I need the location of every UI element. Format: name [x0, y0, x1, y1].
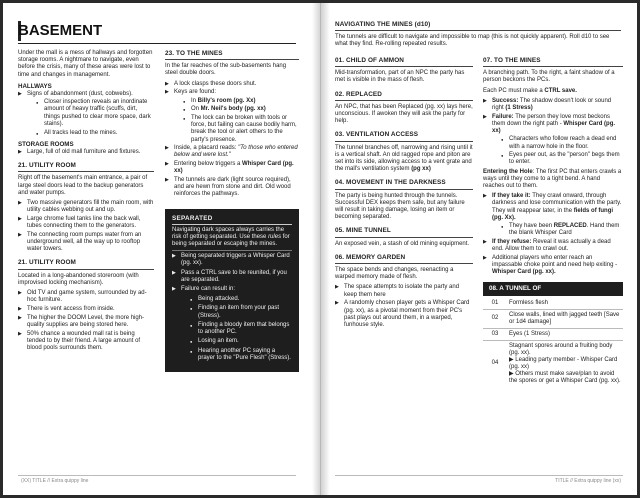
refuse-item [483, 239, 623, 253]
hallways-sub-1: ● Closer inspection reveals an inordinate amount of heavy traffic (scuffs, dirt, things pushed to clear more space, dark stains). [35, 99, 154, 128]
tunnel-table-heading: 08. A TUNNEL OF [483, 282, 623, 295]
to-the-mines-intro: In the far reaches of the sub-basements hang steel double doors. [165, 63, 287, 77]
row-text: Stagnant spores around a fruiting body (pg. xx). ▶ Leading party member - Whisper Card (pg. xx) ▶ Others must make save/plan to avoid the spores or get a Whisper Card (pg. xx). [507, 340, 623, 387]
right-page [321, 3, 637, 495]
utility-2-item: ▶ 50% chance a wounded mall rat is being tended to by their friend. A large amount of blood pools surrounds them. [18, 331, 154, 353]
keys-item [165, 89, 299, 143]
utility-2-item: ▶ There is vent access from inside. [18, 306, 154, 313]
placard-pre: Inside, a placard reads: [174, 145, 239, 152]
utility-room-1-intro: Right off the basement's main entrance, a pair of large steel doors lead to the backup generators and water pumps. [18, 175, 148, 196]
replaced-sub-bold: REPLACED [553, 223, 587, 230]
lock-item: ▶ A lock clasps these doors shut. [165, 81, 299, 88]
separated-item-3-text: Failure can result in: [181, 286, 236, 293]
hallways-heading: HALLWAYS [18, 82, 52, 90]
footer-rule-right [335, 475, 623, 476]
separated-item-1: ▶ Being separated triggers a Whisper Card (pg. xx). [172, 253, 292, 267]
left-page [3, 3, 321, 495]
utility-1-item: ▶ Two massive generators fill the main room, with utility cables webbing out and up. [18, 200, 154, 214]
left-column-2 [165, 50, 299, 372]
memory-garden-text: The space bends and changes, reenacting a warped memory made of flesh. [335, 267, 454, 281]
placard-item [165, 145, 299, 159]
utility-1-item: ▶ Large chrome fuel tanks line the back wall, tubes connecting them to the generators. [18, 216, 154, 230]
success-text: The shadow doesn't look or sound right [492, 97, 612, 112]
storage-heading: STORAGE ROOMS [18, 140, 74, 148]
whisper-pre: Entering below triggers a [174, 161, 243, 168]
table-row [483, 340, 623, 387]
refuse-text: Reveal it was actually a dead end. Allow them to crawl out. [492, 238, 611, 253]
failure-result: ● Finding a bloody item that belongs to another PC. [189, 322, 292, 336]
ventilation-text-body: The tunnel branches off, narrowing and rising until it is a vertical shaft. An old ragged rope and piton are set into its side, allowing access to a vent grate and the mall's ventilation system [335, 144, 473, 173]
failure-sub: ● Characters who follow reach a dead end with a narrow hole in the floor. [500, 136, 623, 150]
footer-rule-left [18, 475, 296, 476]
mine-tunnel-heading: 05. MINE TUNNEL [335, 227, 473, 237]
navigating-intro: The tunnels are difficult to navigate and impossible to map (this is not quickly apparent). Roll d10 to see what they find. Re-rolling repeated results. [335, 34, 610, 48]
to-the-mines-2-heading: 07. TO THE MINES [483, 57, 623, 67]
ventilation-text [335, 145, 473, 174]
to-the-mines-heading: 23. TO THE MINES [165, 50, 299, 60]
additional-players-text: Additional players who enter reach an impassable choke point and need help exiting - [492, 254, 618, 269]
hallways-item [18, 91, 154, 137]
row-text: Close walls, lined with jagged teeth [Save or 1d4 damage] [507, 309, 623, 328]
movement-text: The party is being hunted through the tunnels. Successful DEX keeps them safe, but any failure will result in taking damage, losing an item or becoming separated. [335, 192, 465, 221]
table-row [483, 328, 623, 340]
separated-rule [172, 250, 292, 251]
replaced-text: An NPC, that has been Replaced (pg. xx) lays here, unconscious. If awoken they will ask the party for help. [335, 103, 473, 125]
utility-room-1-heading: 21. UTILITY ROOM [18, 162, 154, 172]
entering-hole [483, 169, 623, 191]
keys-item-text: Keys are found: [174, 89, 217, 96]
separated-item-3 [172, 286, 292, 362]
fungi-ref: fields of fungi (pg. Xx). [492, 207, 614, 221]
book-spread [3, 3, 637, 495]
footer-left: (XX) TITLE // Extra quippy line [21, 477, 89, 484]
keys-sub-3: ● The lock can be broken with tools or force, but failing can cause bodily harm, break the tool or alert others to the party's presence. [182, 115, 299, 144]
ctrl-save-bold: CTRL save. [544, 87, 577, 94]
keys-sub-2 [182, 106, 299, 113]
utility-1-item: ▶ The connecting room pumps water from an underground well, all the way up to rooftop water towers. [18, 232, 154, 254]
keys-sub-1-ref: Billy's room (pg. Xx) [197, 97, 256, 104]
success-item [483, 98, 623, 112]
failure-label: Failure: [492, 113, 514, 120]
page-title: BASEMENT [18, 22, 103, 39]
footer-right: TITLE // Extra quippy line (xx) [555, 477, 621, 484]
navigating-heading: NAVIGATING THE MINES (d10) [335, 21, 621, 31]
ventilation-ref: (pg xx) [411, 166, 431, 173]
failure-sub: ● Eyes peer out, as the "person" begs them to enter. [500, 152, 623, 166]
movement-heading: 04. MOVEMENT IN THE DARKNESS [335, 179, 473, 189]
ctrl-save-line [483, 88, 623, 95]
utility-room-2-heading: 21. UTILITY ROOM [18, 259, 154, 269]
row-number: 02 [483, 309, 507, 328]
failure-result: ● Hearing another PC saying a prayer to the "Pure Flesh" (Stress). [189, 348, 292, 362]
take-it-item [483, 193, 623, 237]
hallways-sub-2: ● All tracks lead to the mines. [35, 130, 154, 137]
replaced-sub-post: . Hand them the blank Whisper Card [509, 223, 620, 237]
to-the-mines-2-text: A branching path. To the right, a faint shadow of a person beckons the PCs. [483, 70, 615, 84]
failure-result: ● Finding an item from your past (Stress). [189, 305, 292, 319]
child-of-ammon-heading: 01. CHILD OF AMMON [335, 57, 473, 67]
utility-room-2-intro: Located in a long-abandoned storeroom (with improvised locking mechanism). [18, 272, 139, 286]
ctrl-save-pre: Each PC must make a [483, 87, 545, 94]
keys-sub-2-pre: On [191, 106, 201, 113]
tunnel-table [483, 298, 623, 387]
row-number: 04 [483, 340, 507, 387]
failure-item [483, 114, 623, 167]
ventilation-heading: 03. VENTILATION ACCESS [335, 131, 473, 141]
success-stress: (1 Stress) [505, 105, 533, 112]
take-it-label: If they take it: [492, 193, 531, 200]
separated-intro [172, 227, 292, 249]
keys-sub-1-pre: In [191, 97, 198, 104]
utility-2-item: ▶ Old TV and game system, surrounded by ad-hoc furniture. [18, 290, 154, 304]
separated-intro-pre: Navigating dark spaces always carries the risk of getting separated. Use these [172, 226, 285, 241]
left-column-1 [18, 50, 154, 354]
row-text: Formless flesh [509, 299, 549, 306]
separated-sidebar [165, 209, 299, 372]
whisper-card-ref: Whisper Card (pg. xx) [174, 161, 294, 175]
nav-intro-block [335, 21, 621, 52]
replaced-heading: 02. REPLACED [335, 91, 473, 101]
whisper-item [165, 161, 299, 175]
keys-sub-2-ref: Mr. Neil's body (pg. xx) [200, 106, 266, 113]
failure-result: ● Being attacked. [189, 296, 292, 303]
take-it-text: They crawl onward, through darkness and lose communication with the party. They will reappear later, in the [492, 193, 622, 214]
failure-card: Whisper Card (pg. xx) [492, 120, 616, 135]
storage-item: ▶ Large, full of old mall furniture and fixtures. [18, 149, 154, 156]
right-column-2 [483, 57, 623, 387]
memory-garden-heading: 06. MEMORY GARDEN [335, 254, 473, 264]
tunnels-item: ▶ The tunnels are dark (light source required), and are hewn from stone and dirt. Old wood reinforces the pathways. [165, 177, 299, 199]
table-row [483, 309, 623, 328]
failure-result: ● Losing an item. [189, 338, 292, 345]
entering-hole-text: : The first PC that enters crawls a ways until they come to a tight bend. A hand reaches out to them. [483, 168, 622, 190]
basement-intro: Under the mall is a mess of hallways and forgotten storage rooms. A nightmare to navigate, even before the crisis, many of these areas were lost to time and changes in management. [18, 50, 153, 78]
placard-quote: "To those who entered below and were lost." [174, 145, 298, 159]
refuse-label: If they refuse: [492, 238, 532, 245]
row-number: 03 [483, 328, 507, 340]
separated-item-2: ▶ Pass a CTRL save to be reunited, if you are separated. [172, 270, 292, 284]
table-row [483, 298, 623, 310]
entering-hole-label: Entering the Hole [483, 168, 533, 175]
title-rule [18, 43, 296, 44]
memory-garden-item: ▶ The space attempts to isolate the party and keep them here [335, 284, 473, 298]
memory-garden-item: ▶ A randomly chosen player gets a Whisper Card (pg. xx), as a pivotal moment from their PC's past plays out around them, in a warped, funhouse style. [335, 300, 473, 329]
additional-players-item [483, 255, 623, 277]
success-label: Success: [492, 97, 519, 104]
utility-2-item: ▶ The higher the DOOM Level, the more high-quality supplies are being stored here. [18, 315, 154, 329]
replaced-sub-pre: They have been [509, 223, 554, 230]
row-text: Eyes (1 Stress) [507, 328, 623, 340]
child-of-ammon-text: Mid-transformation, part of an NPC the party has met is visible in the mass of flesh. [335, 70, 465, 84]
replaced-sub [500, 223, 623, 237]
hallways-item-text: Signs of abandonment (dust, cobwebs). [27, 91, 133, 98]
right-column-1 [335, 57, 473, 331]
separated-intro-italic: rules [268, 234, 282, 241]
row-number: 01 [491, 299, 499, 306]
mine-tunnel-text: An exposed vein, a stash of old mining equipment. [335, 240, 470, 247]
separated-heading: SEPARATED [172, 215, 292, 225]
book-gutter [312, 3, 330, 495]
keys-sub-1 [182, 98, 299, 105]
additional-players-ref: Whisper Card (pg. xx). [492, 269, 556, 276]
failure-text: The person they love most beckons them down the right path - [492, 113, 610, 127]
separated-intro-post: for being separated or escaping the mines. [172, 234, 290, 248]
